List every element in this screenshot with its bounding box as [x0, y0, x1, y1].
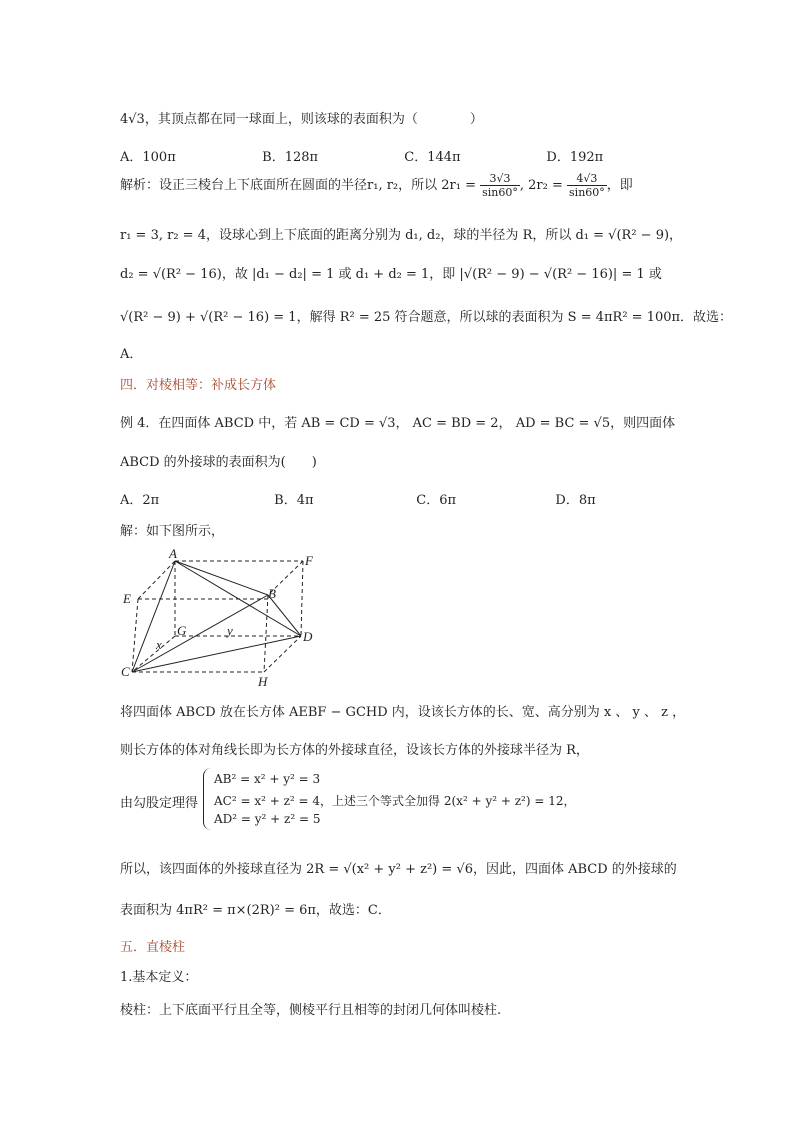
- option-a: A．2π: [120, 493, 160, 508]
- solution-4-pre: 由勾股定理得: [120, 796, 199, 811]
- option-b: B．4π: [274, 493, 314, 508]
- solution-1-line-4: √(R² − 9) + √(R² − 16) = 1，解得 R² = 25 符合题意，所以球的表面积为 S = 4πR² = 100π．故选：: [120, 310, 733, 325]
- solution-1-line-5: A．: [120, 347, 143, 362]
- label-x: x: [156, 637, 162, 652]
- example-4-line-1: 例 4．在四面体 ABCD 中，若 AB = CD = √3， AC = BD = 2， AD = BC = √5，则四面体: [120, 416, 676, 431]
- label-a: A: [169, 546, 177, 561]
- label-f: F: [305, 553, 313, 568]
- option-d: D．8π: [555, 493, 596, 508]
- edge-bc: [132, 595, 268, 672]
- label-h: H: [258, 674, 268, 689]
- solution-4-line-1: 将四面体 ABCD 放在长方体 AEBF − GCHD 内，设该长方体的长、宽、高分别为 x 、 y 、 z ，: [120, 705, 686, 720]
- edge-bd: [268, 595, 301, 636]
- section-5-title: 五．直棱柱: [120, 940, 186, 955]
- solution-4-intro: 解：如下图所示，: [120, 524, 225, 539]
- label-b: B: [268, 586, 276, 601]
- option-b: B．128π: [262, 150, 319, 165]
- edge-ac: [132, 561, 175, 672]
- option-d: D．192π: [546, 150, 604, 165]
- problem-tail: 4√3，其顶点都在同一球面上，则该球的表面积为（ ）: [120, 112, 483, 127]
- definition-body: 棱柱：上下底面平行且全等，侧棱平行且相等的封闭几何体叫棱柱.: [120, 1003, 502, 1018]
- solution-1-line-2: r₁ = 3, r₂ = 4，设球心到上下底面的距离分别为 d₁, d₂，球的半径为 R，所以 d₁ = √(R² − 9)，: [120, 228, 683, 243]
- label-y: y: [227, 623, 233, 638]
- example-4-line-2: ABCD 的外接球的表面积为( ): [120, 455, 317, 470]
- solution-4-line-3: 所以，该四面体的外接球直径为 2R = √(x² + y² + z²) = √6，因此，四面体 ABCD 的外接球的: [120, 862, 677, 877]
- definition-heading: 1.基本定义：: [120, 970, 198, 985]
- equation-2: AC² = x² + z² = 4，上述三个等式全加得 2(x² + y² + z²) = 12，: [214, 794, 576, 808]
- option-c: C．144π: [404, 150, 461, 165]
- cuboid-figure: [118, 545, 328, 690]
- solution-1-line-1: 解析：设正三棱台上下底面所在圆面的半径r₁, r₂，所以 2r₁ = $\frac{3√3}{\sin 60^\circ}$ , 2r₂ = $\frac{4√3}{\sin 60^\circ}$ ，即: [120, 172, 633, 199]
- equation-1: AB² = x² + y² = 3: [214, 772, 321, 786]
- solution-1-line-3: d₂ = √(R² − 16)，故 |d₁ − d₂| = 1 或 d₁ + d₂ = 1，即 |√(R² − 9) − √(R² − 16)| = 1 或: [120, 267, 662, 282]
- option-a: A．100π: [120, 150, 176, 165]
- label-g: G: [177, 623, 187, 638]
- solution-4-line-4: 表面积为 4πR² = π×(2R)² = 6π，故选：C．: [120, 903, 391, 918]
- label-e: E: [123, 591, 131, 606]
- section-4-title: 四．对棱相等：补成长方体: [120, 378, 277, 393]
- label-d: D: [303, 629, 313, 644]
- edge-ab: [175, 561, 268, 595]
- equation-3: AD² = y² + z² = 5: [214, 812, 321, 826]
- solution-4-line-2: 则长方体的体对角线长即为长方体的外接球直径，设该长方体的外接球半径为 R，: [120, 743, 589, 758]
- label-c: C: [121, 664, 130, 679]
- option-c: C．6π: [416, 493, 457, 508]
- options-1: [120, 146, 640, 165]
- equation-brace: [203, 768, 212, 830]
- options-4: [120, 489, 596, 508]
